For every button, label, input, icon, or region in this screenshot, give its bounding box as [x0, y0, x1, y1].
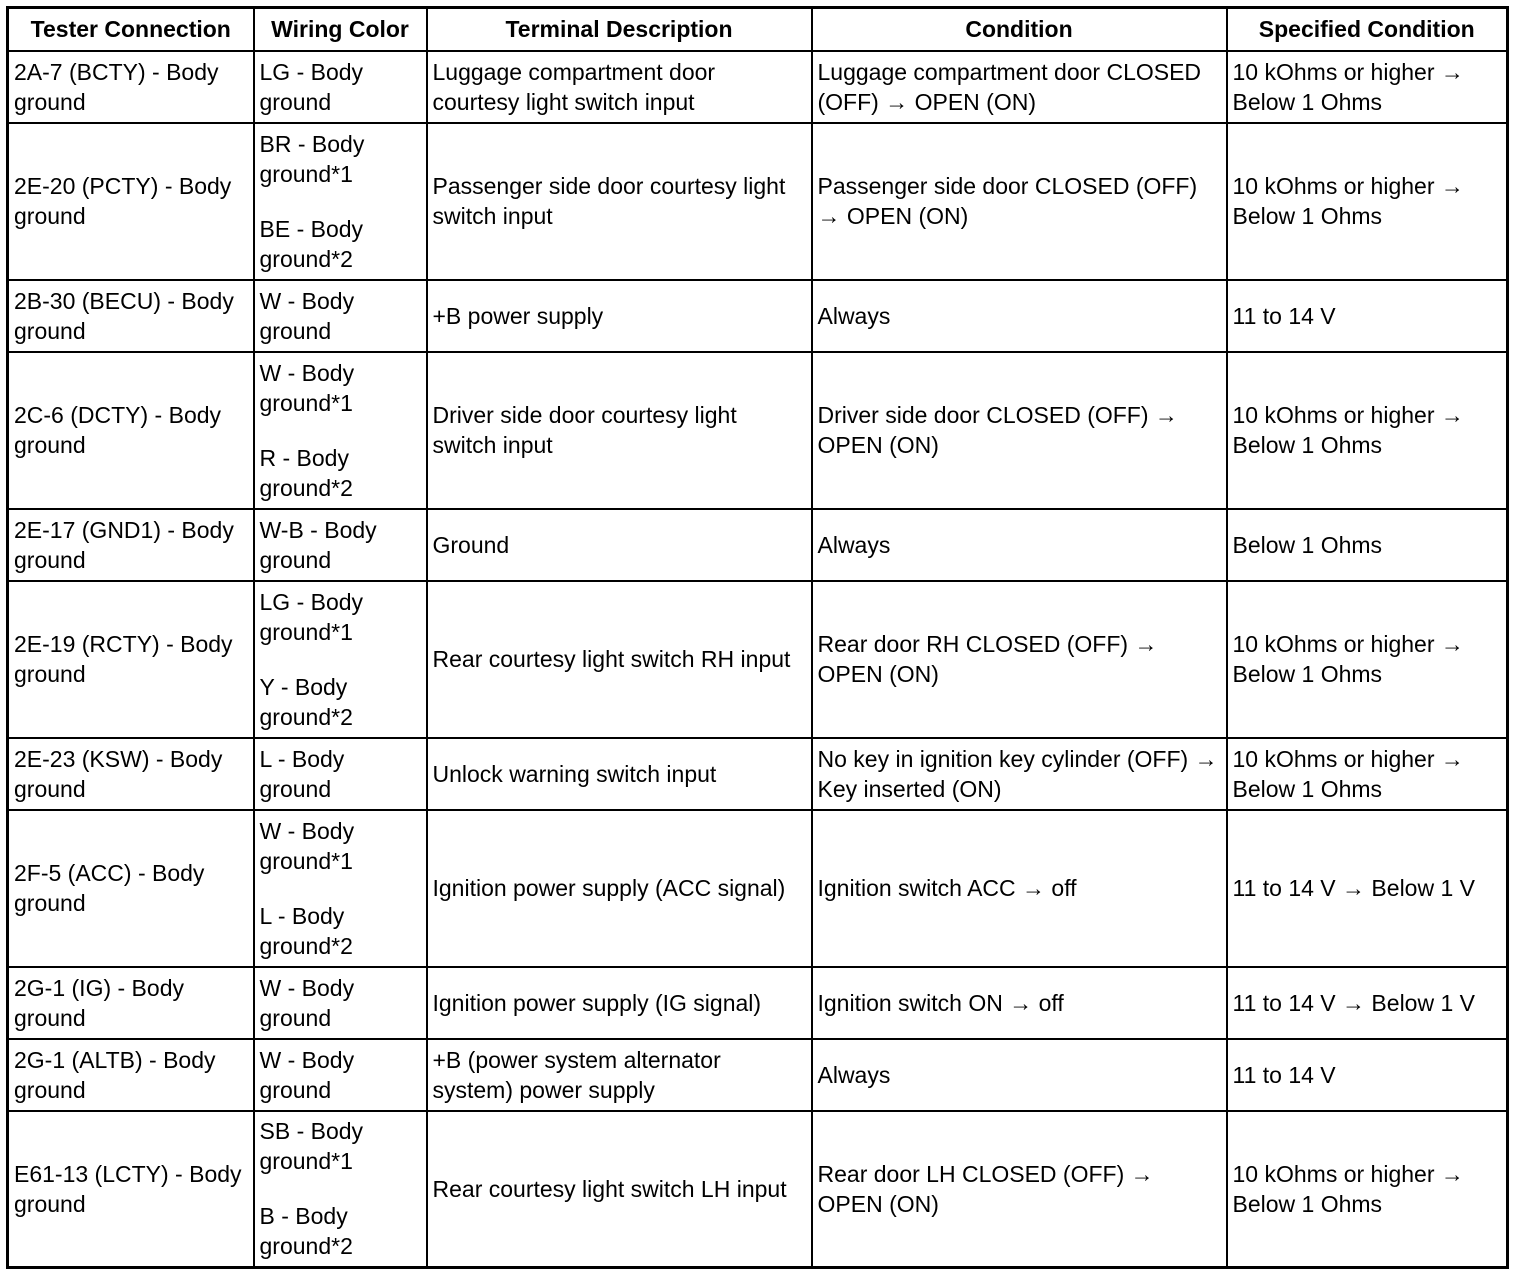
wiring-color-value: W-B - Body ground [259, 516, 377, 573]
cell-terminal-description: Ignition power supply (IG signal) [427, 967, 812, 1039]
cell-condition: Ignition switch ACC → off [812, 810, 1227, 967]
cell-terminal-description: Ground [427, 509, 812, 581]
cell-tester-connection: 2G-1 (IG) - Body ground [8, 967, 254, 1039]
cell-wiring-color [254, 967, 427, 1039]
cell-tester-connection: 2E-19 (RCTY) - Body ground [8, 581, 254, 738]
cell-specified-condition: Below 1 Ohms [1227, 509, 1508, 581]
header-row [8, 8, 1508, 51]
wiring-color-value: W - Body ground [259, 974, 355, 1031]
cell-specified-condition: 10 kOhms or higher → Below 1 Ohms [1227, 352, 1508, 509]
table-row [8, 810, 1508, 967]
cell-condition: Driver side door CLOSED (OFF) → OPEN (ON) [812, 352, 1227, 509]
table-row [8, 352, 1508, 509]
wiring-color-value: W - Body ground*1 [259, 817, 355, 874]
cell-terminal-description: Rear courtesy light switch RH input [427, 581, 812, 738]
cell-tester-connection: 2E-20 (PCTY) - Body ground [8, 123, 254, 280]
table-row [8, 967, 1508, 1039]
cell-tester-connection: 2E-23 (KSW) - Body ground [8, 738, 254, 810]
cell-terminal-description: +B power supply [427, 280, 812, 352]
cell-tester-connection: 2G-1 (ALTB) - Body ground [8, 1039, 254, 1111]
wiring-color-value: W - Body ground [259, 1046, 355, 1103]
cell-condition: Passenger side door CLOSED (OFF) → OPEN (ON) [812, 123, 1227, 280]
cell-tester-connection: 2A-7 (BCTY) - Body ground [8, 51, 254, 123]
cell-wiring-color [254, 810, 427, 967]
cell-specified-condition: 11 to 14 V [1227, 280, 1508, 352]
terminal-inspection-table [6, 6, 1509, 1269]
wiring-color-value: BE - Body ground*2 [259, 215, 364, 272]
wiring-color-value: LG - Body ground [259, 58, 364, 115]
wiring-color-value: L - Body ground*2 [259, 902, 353, 959]
wiring-color-value: W - Body ground*1 [259, 359, 355, 416]
table-row [8, 280, 1508, 352]
cell-condition: Luggage compartment door CLOSED (OFF) → OPEN (ON) [812, 51, 1227, 123]
header-specified-condition: Specified Condition [1227, 8, 1508, 51]
wiring-color-value: BR - Body ground*1 [259, 130, 365, 187]
cell-specified-condition: 11 to 14 V [1227, 1039, 1508, 1111]
cell-specified-condition: 10 kOhms or higher → Below 1 Ohms [1227, 123, 1508, 280]
cell-condition: Always [812, 1039, 1227, 1111]
cell-terminal-description: Luggage compartment door courtesy light switch input [427, 51, 812, 123]
cell-wiring-color [254, 51, 427, 123]
cell-terminal-description: +B (power system alternator system) power supply [427, 1039, 812, 1111]
cell-wiring-color [254, 123, 427, 280]
cell-terminal-description: Driver side door courtesy light switch input [427, 352, 812, 509]
cell-wiring-color [254, 581, 427, 738]
wiring-color-value: W - Body ground [259, 287, 355, 344]
cell-specified-condition: 10 kOhms or higher → Below 1 Ohms [1227, 51, 1508, 123]
cell-condition: Rear door LH CLOSED (OFF) → OPEN (ON) [812, 1111, 1227, 1268]
cell-tester-connection: 2E-17 (GND1) - Body ground [8, 509, 254, 581]
wiring-color-value: SB - Body ground*1 [259, 1118, 364, 1175]
cell-wiring-color [254, 280, 427, 352]
table-row [8, 51, 1508, 123]
cell-tester-connection: 2C-6 (DCTY) - Body ground [8, 352, 254, 509]
header-condition: Condition [812, 8, 1227, 51]
cell-wiring-color [254, 352, 427, 509]
wiring-color-value: L - Body ground [259, 745, 345, 802]
table-row [8, 738, 1508, 810]
header-wiring-color: Wiring Color [254, 8, 427, 51]
cell-terminal-description: Passenger side door courtesy light switch input [427, 123, 812, 280]
cell-specified-condition: 11 to 14 V → Below 1 V [1227, 810, 1508, 967]
wiring-color-value: LG - Body ground*1 [259, 588, 364, 645]
wiring-color-value: Y - Body ground*2 [259, 673, 353, 730]
table-row [8, 1111, 1508, 1268]
cell-terminal-description: Unlock warning switch input [427, 738, 812, 810]
table-row [8, 1039, 1508, 1111]
cell-wiring-color [254, 509, 427, 581]
cell-condition: No key in ignition key cylinder (OFF) → Key inserted (ON) [812, 738, 1227, 810]
cell-terminal-description: Rear courtesy light switch LH input [427, 1111, 812, 1268]
cell-tester-connection: 2B-30 (BECU) - Body ground [8, 280, 254, 352]
header-tester-connection: Tester Connection [8, 8, 254, 51]
wiring-color-value: R - Body ground*2 [259, 444, 353, 501]
table-row [8, 123, 1508, 280]
table-body [8, 51, 1508, 1268]
table-row [8, 581, 1508, 738]
cell-wiring-color [254, 738, 427, 810]
cell-specified-condition: 10 kOhms or higher → Below 1 Ohms [1227, 1111, 1508, 1268]
cell-specified-condition: 10 kOhms or higher → Below 1 Ohms [1227, 738, 1508, 810]
cell-terminal-description: Ignition power supply (ACC signal) [427, 810, 812, 967]
table-row [8, 509, 1508, 581]
wiring-color-value: B - Body ground*2 [259, 1203, 353, 1260]
cell-condition: Always [812, 509, 1227, 581]
header-terminal-description: Terminal Description [427, 8, 812, 51]
cell-specified-condition: 11 to 14 V → Below 1 V [1227, 967, 1508, 1039]
cell-tester-connection: 2F-5 (ACC) - Body ground [8, 810, 254, 967]
cell-tester-connection: E61-13 (LCTY) - Body ground [8, 1111, 254, 1268]
table-header [8, 8, 1508, 51]
cell-condition: Always [812, 280, 1227, 352]
cell-condition: Ignition switch ON → off [812, 967, 1227, 1039]
cell-wiring-color [254, 1111, 427, 1268]
cell-wiring-color [254, 1039, 427, 1111]
cell-specified-condition: 10 kOhms or higher → Below 1 Ohms [1227, 581, 1508, 738]
cell-condition: Rear door RH CLOSED (OFF) → OPEN (ON) [812, 581, 1227, 738]
